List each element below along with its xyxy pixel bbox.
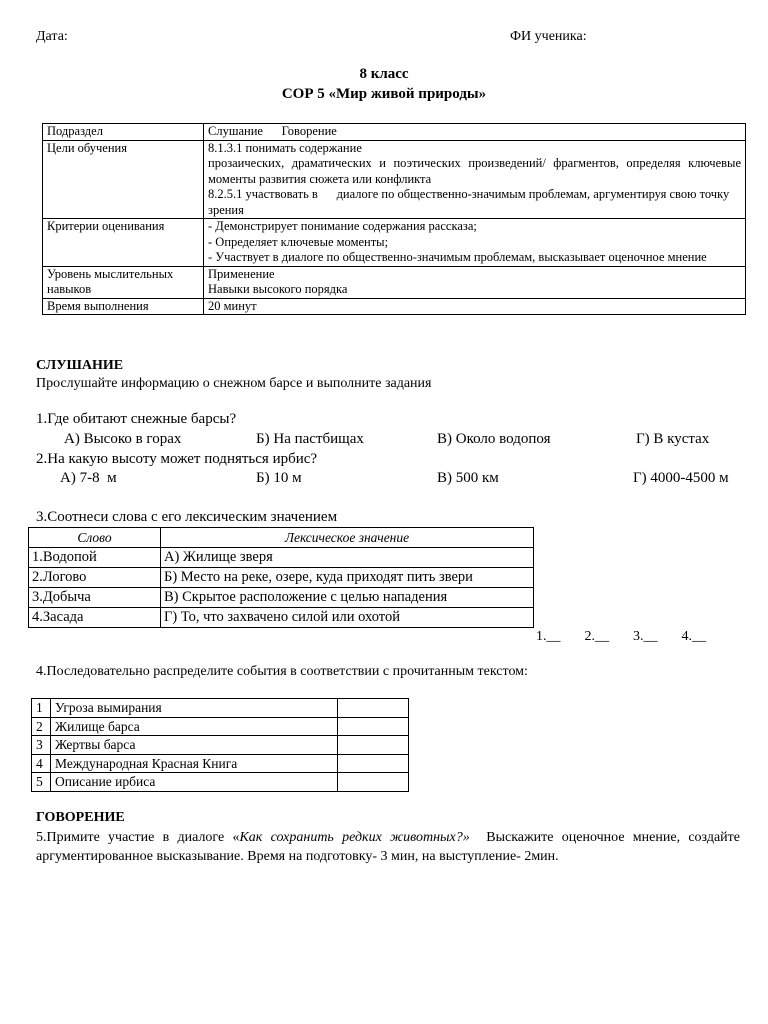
info-value-line: 20 минут — [208, 298, 257, 313]
sequence-event: Жилище барса — [51, 717, 338, 736]
info-value-line: Применение — [208, 266, 275, 281]
sequence-num: 1 — [32, 699, 51, 718]
q2-option-a: А) 7-8 м — [60, 470, 117, 486]
info-value — [204, 124, 746, 141]
sequence-answer-cell[interactable] — [338, 717, 409, 736]
matching-meaning: А) Жилище зверя — [161, 548, 534, 568]
listening-instruction: Прослушайте информацию о снежном барсе и выполните задания — [36, 376, 432, 391]
table-row — [29, 588, 534, 608]
q1-option-d: Г) В кустах — [636, 431, 710, 447]
info-table — [42, 123, 746, 315]
sequence-num: 4 — [32, 754, 51, 773]
sequence-num: 5 — [32, 773, 51, 792]
sequence-answer-cell[interactable] — [338, 699, 409, 718]
info-value-line: 8.2.5.1 участвовать в диалоге по общественно-значимым проблемам, аргументируя свою точку зрения — [208, 187, 733, 217]
matching-word: 3.Добыча — [29, 588, 161, 608]
table-row — [29, 568, 534, 588]
table-row — [29, 548, 534, 568]
matching-word: 1.Водопой — [29, 548, 161, 568]
sequence-event: Международная Красная Книга — [51, 754, 338, 773]
matching-word: 4.Засада — [29, 608, 161, 628]
sequence-answer-cell[interactable] — [338, 754, 409, 773]
info-label: Уровень мыслительных навыков — [43, 266, 204, 298]
grade-title: 8 класс — [359, 66, 409, 82]
table-row — [32, 736, 409, 755]
q1-option-b: Б) На пастбищах — [256, 431, 364, 447]
info-label: Цели обучения — [43, 140, 204, 219]
q5-topic: Как сохранить редких животных?» — [239, 830, 470, 845]
table-row — [32, 754, 409, 773]
table-row — [32, 773, 409, 792]
info-row-criteria — [43, 219, 746, 267]
info-label: Время выполнения — [43, 298, 204, 315]
answer-blank-2[interactable]: 2.__ — [584, 629, 609, 644]
sequence-table — [31, 698, 409, 792]
q5-rest: Выскажите оценочное мнение, создайте аргументированное высказывание. Время на подготовку- 3 мин, на выступление- 2мин. — [36, 830, 744, 864]
info-row-time — [43, 298, 746, 315]
matching-meaning: Г) То, что захвачено силой или охотой — [161, 608, 534, 628]
info-value — [204, 140, 746, 219]
info-row-goals — [43, 140, 746, 219]
table-row — [32, 717, 409, 736]
info-value-line: Слушание Говорение — [208, 124, 337, 138]
q2-option-c: В) 500 км — [437, 470, 499, 486]
table-row — [29, 608, 534, 628]
table-row — [32, 699, 409, 718]
info-value-line: - Демонстрирует понимание содержания рассказа; — [208, 219, 477, 233]
info-value — [204, 219, 746, 267]
q2-option-d: Г) 4000-4500 м — [633, 470, 729, 486]
info-label: Подраздел — [43, 124, 204, 141]
answer-blank-4[interactable]: 4.__ — [681, 629, 706, 644]
info-row-subsection — [43, 124, 746, 141]
matching-table — [28, 527, 534, 628]
sequence-answer-cell[interactable] — [338, 736, 409, 755]
info-value-line: - Определяет ключевые моменты; — [208, 234, 389, 249]
question-3: 3.Соотнеси слова с его лексическим значением — [36, 509, 338, 525]
info-label: Критерии оценивания — [43, 219, 204, 267]
speaking-heading: ГОВОРЕНИЕ — [36, 810, 125, 825]
sequence-answer-cell[interactable] — [338, 773, 409, 792]
info-value — [204, 266, 746, 298]
question-1: 1.Где обитают снежные барсы? — [36, 411, 237, 427]
matching-header-meaning: Лексическое значение — [161, 528, 534, 548]
q1-option-a: А) Высоко в горах — [64, 431, 182, 447]
matching-meaning: Б) Место на реке, озере, куда приходят пить звери — [161, 568, 534, 588]
sequence-event: Описание ирбиса — [51, 773, 338, 792]
listening-heading: СЛУШАНИЕ — [36, 358, 124, 373]
sequence-event: Жертвы барса — [51, 736, 338, 755]
question-2: 2.На какую высоту может подняться ирбис? — [36, 451, 318, 467]
info-value-line: - Участвует в диалоге по общественно-значимым проблемам, высказывает оценочное мнение — [208, 250, 707, 264]
info-row-thinking-level — [43, 266, 746, 298]
q2-option-b: Б) 10 м — [256, 470, 302, 486]
question-4: 4.Последовательно распределите события в соответствии с прочитанным текстом: — [36, 664, 528, 679]
q1-option-c: В) Около водопоя — [437, 431, 551, 447]
sequence-num: 2 — [32, 717, 51, 736]
answer-blank-3[interactable]: 3.__ — [633, 629, 658, 644]
matching-meaning: В) Скрытое расположение с целью нападения — [161, 588, 534, 608]
page-title: СОР 5 «Мир живой природы» — [281, 86, 487, 102]
matching-header-word: Слово — [29, 528, 161, 548]
info-value — [204, 298, 746, 315]
matching-word: 2.Логово — [29, 568, 161, 588]
answer-blank-1[interactable]: 1.__ — [536, 629, 561, 644]
date-label: Дата: — [36, 29, 68, 44]
info-value-line: Навыки высокого порядка — [208, 282, 348, 296]
info-value-line: прозаических, драматических и поэтических произведений/ фрагментов, определяя ключевые моменты развития сюжета или конфликта — [208, 156, 741, 186]
matching-header-row — [29, 528, 534, 548]
q5-prefix: 5.Примите участие в диалоге « — [36, 830, 240, 845]
info-value-line: 8.1.3.1 понимать содержание — [208, 140, 362, 155]
sequence-num: 3 — [32, 736, 51, 755]
matching-answer-blanks — [536, 629, 706, 645]
student-name-label: ФИ ученика: — [510, 29, 587, 44]
question-5 — [36, 828, 744, 866]
sequence-event: Угроза вымирания — [51, 699, 338, 718]
